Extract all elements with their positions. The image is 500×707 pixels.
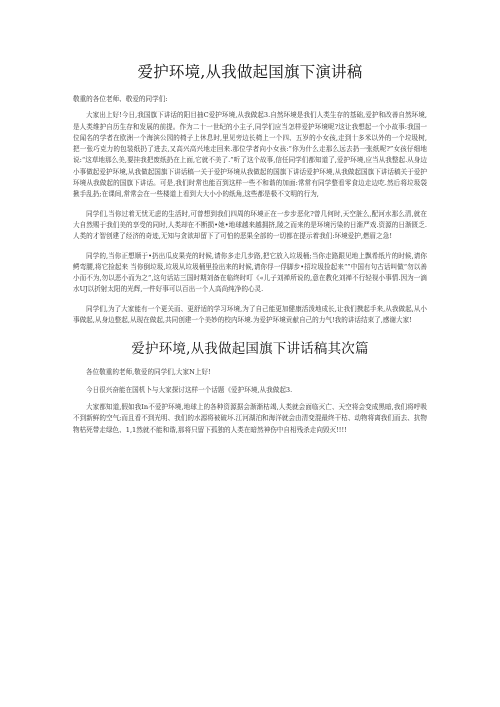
paragraph: 同学们,为了大家能有一个更关而、更舒适的学习环境,为了自己能更加健康活泼地成长,让我们携起手来,从我做起,从小事做起,从身边整起,从现在做起,共同创建一个美妙的校内环境.为爱护环境贡献自己的力气!我的讲话结束了,感谢大家! xyxy=(73,304,427,325)
document-title: 爱护环境,从我做起国旗下演讲稿 xyxy=(137,63,363,81)
paragraph: 今日很兴奋能在国机卜与大家探讨这样一个话题《爱护环境,从我做起3. xyxy=(86,385,293,394)
section-title: 爱护环境,从我做起国旗下讲话稿其次篇 xyxy=(131,341,369,358)
salutation: 敬重的各位老师、敬爱的同学们: xyxy=(73,95,168,103)
paragraph: 同学的,当你正想顺于•扔出瓜皮果壳的时候,请你多走几步路,把它放入垃圾桶;当你走路跟见地上飘希纸片的时候,请你鳄弯腰,将它捡起来 当你倒垃圾,垃圾从垃圾桶里捡出来的时候,请你俘一俘脚步•招垃圾捡起来“”中国有句古话叫做“勿以善小而不为,勿以恶小而为之”,这句话站三国时期刘备在临终时叮《«儿子刘禅所说的,意在教化刘禅不行轻视小事情.因为一滴水UJ以折射太阳的光辉,一件好事可以百出一个人高尚纯净的心灵. xyxy=(73,251,427,294)
paragraph: 同学们,当你过着无忧无虑的生活时,可曾想到我们四周的环境正在一步步恶化?曾几何时,天空脏么,配河水那么清,就在大自然赐于我们美的享受的同时,人类却在不断损•她•地球越来越拥挤,陵之而来的是环境污染的日渐严戏.资源的日渐匮乏.人类的才智创建了经济的奇迹,无知与贪欲却留下了可怕的恶果全部的一切都在提示着我们:环境爱护,燃眉之急! xyxy=(73,209,427,241)
paragraph: 各位敬重的老师,敬爱的同学们,大家N上好! xyxy=(86,368,211,377)
paragraph: 大家都知道,假如我In不爱护环境,地球上的各种资源据会渐渐枯竭,人类就会面临灭亡、天空将会变成黑暗,我们将呼吸不到新鲜的空气;而且看不到光明、我们的水源将被破坏.江河湖泊和海洋就会由清变混最终干枯、动物将离我们而去、抗物物枯死带走绿色、1,1然就不能和谐,那将只留下孤独的人类在暗然神伤中自相残杀走向毁灭!!!! xyxy=(73,402,427,434)
paragraph: 大家出上好!今日,我国旗下讲话的阳目抽C爱护环境,从我做起3.自然环境是我们人类生存的基础,爱护和改善自然环境,是人类维护自历生存和发展的前提。作为二十一世纪的小主子,同学们应当怎样爱护环境呢?这让我想起一个小故事:我国一位闻名的学者在欧洲一个海滨公园的椅子上休息时,里见旁边长椅上一个四、五岁的小女孩,走到十多米以外的一个垃圾树,把一张巧克力的包装纸扔了进去,又高兴高兴地走回来.那位学者向小女孩:“你为什么走那么远去扔一张纸呢?”女孩仔细地说:“这草地那么美,要挂我把废纸扔在上面,它就不美了.”听了这个故事,信任同学们都知道了,爱护环境,应当从我整起.从身边小事做起爱护环境,从我做起国旗下讲话稿一关于爱护环境从我做起的国旗下讲话爱护环境,从我做起国旗下讲话稿关于爱护环境从我做起的国旗下讲话。可是,我们时常也能百到这样一些不和谐的加面:常常有同学整看零食边走边吃.然后将垃圾袋揪手乱扔;在课间,常常会在一些楼道上看到大大小小的纸角,这些都是极不文明的行为, xyxy=(73,111,427,199)
